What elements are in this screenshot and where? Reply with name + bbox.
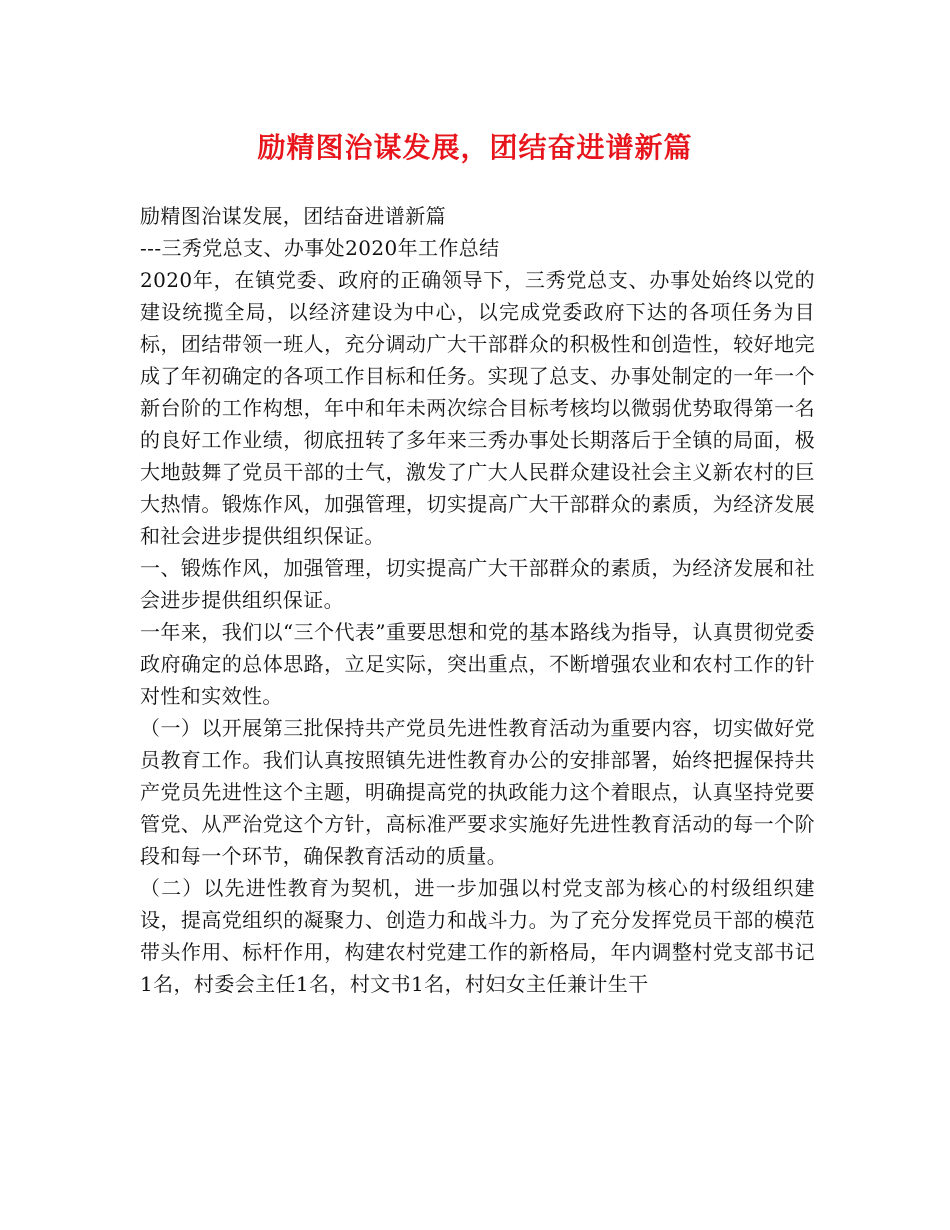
paragraph-item-2: （二）以先进性教育为契机，进一步加强以村党支部为核心的村级组织建设，提高党组织的凝聚力、创造力和战斗力。为了充分发挥党员干部的模范带头作用、标杆作用，构建农村党建工作的新格局，年内调整村党支部书记1名，村委会主任1名，村文书1名，村妇女主任兼计生干 [140,876,815,996]
paragraph-subtitle: 励精图治谋发展，团结奋进谱新篇 [140,204,446,228]
paragraph-overview: 一年来，我们以“三个代表”重要思想和党的基本路线为指导，认真贯彻党委政府确定的总体思路，立足实际，突出重点，不断增强农业和农村工作的针对性和实效性。 [140,620,815,708]
paragraph-byline: ---三秀党总支、办事处2020年工作总结 [140,236,500,260]
section-heading-1: 一、锻炼作风，加强管理，切实提高广大干部群众的素质，为经济发展和社会进步提供组织保证。 [140,556,815,612]
paragraph-intro: 2020年，在镇党委、政府的正确领导下，三秀党总支、办事处始终以党的建设统揽全局，以经济建设为中心，以完成党委政府下达的各项任务为目标，团结带领一班人，充分调动广大干部群众的积极性和创造性，较好地完成了年初确定的各项工作目标和任务。实现了总支、办事处制定的一年一个新台阶的工作构想，年中和年未两次综合目标考核均以微弱优势取得第一名的良好工作业绩，彻底扭转了多年来三秀办事处长期落后于全镇的局面，极大地鼓舞了党员干部的士气，激发了广大人民群众建设社会主义新农村的巨大热情。锻炼作风，加强管理，切实提高广大干部群众的素质，为经济发展和社会进步提供组织保证。 [140,268,815,548]
document-body [140,200,815,1000]
paragraph-item-1: （一）以开展第三批保持共产党员先进性教育活动为重要内容，切实做好党员教育工作。我们认真按照镇先进性教育办公的安排部署，始终把握保持共产党员先进性这个主题，明确提高党的执政能力这个着眼点，认真坚持党要管党、从严治党这个方针，高标准严要求实施好先进性教育活动的每一个阶段和每一个环节，确保教育活动的质量。 [140,716,815,868]
document-title: 励精图治谋发展，团结奋进谱新篇 [257,131,693,164]
